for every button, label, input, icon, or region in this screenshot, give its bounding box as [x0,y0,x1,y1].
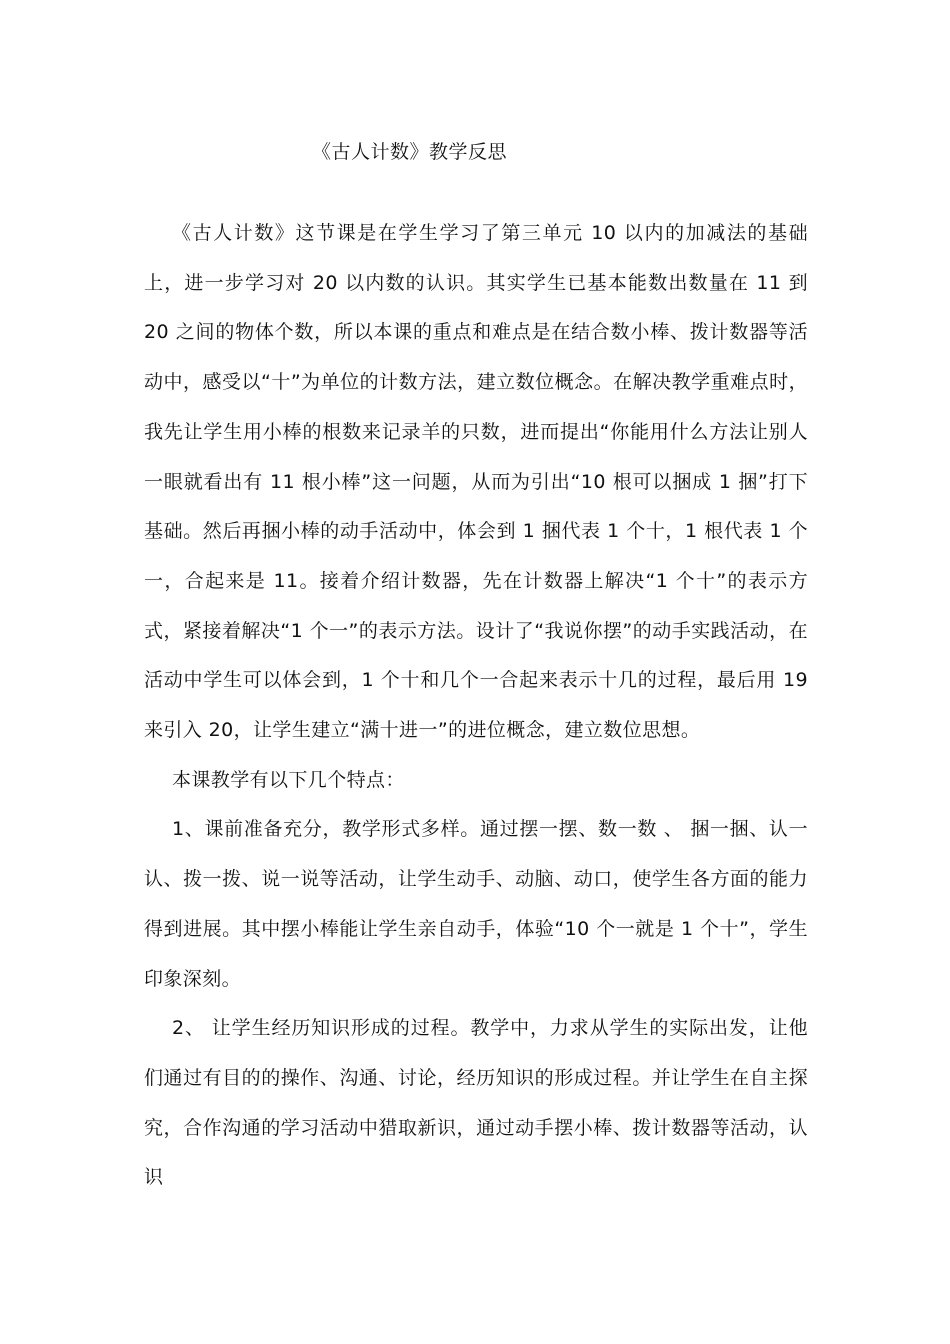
paragraph-intro: 《古人计数》这节课是在学生学习了第三单元 10 以内的加减法的基础上，进一步学习对 20 以内数的认识。其实学生已基本能数出数量在 11 到 20 之间的物体个数，所以本课的重点和难点是在结合数小棒、拨计数器等活动中，感受以“十”为单位的计数方法，建立数位概念。在解决教学重难点时，我先让学生用小棒的根数来记录羊的只数，进而提出“你能用什么方法让别人一眼就看出有 11 根小棒”这一问题，从而为引出“10 根可以捆成 1 捆”打下基础。然后再捆小棒的动手活动中，体会到 1 捆代表 1 个十，1 根代表 1 个一，合起来是 11。接着介绍计数器，先在计数器上解决“1 个十”的表示方式，紧接着解决“1 个一”的表示方法。设计了“我说你摆”的动手实践活动，在活动中学生可以体会到，1 个十和几个一合起来表示十几的过程，最后用 19 来引入 20，让学生建立“满十进一”的进位概念，建立数位思想。 [144,222,808,742]
document-title: 《古人计数》教学反思 [312,141,508,163]
document-body [144,209,808,1203]
paragraph-feature-2: 2、 让学生经历知识形成的过程。教学中，力求从学生的实际出发，让他们通过有目的的操作、沟通、讨论，经历知识的形成过程。并让学生在自主探究，合作沟通的学习活动中猎取新识，通过动手摆小棒、拨计数器等活动，认识 [144,1017,808,1189]
paragraph-feature-1: 1、课前准备充分，教学形式多样。通过摆一摆、数一数 、 捆一捆、认一认、拨一拨、说一说等活动，让学生动手、动脑、动口，使学生各方面的能力得到进展。其中摆小棒能让学生亲自动手，体验“10 个一就是 1 个十”，学生印象深刻。 [144,818,808,990]
paragraph-features-heading: 本课教学有以下几个特点： [172,768,405,791]
